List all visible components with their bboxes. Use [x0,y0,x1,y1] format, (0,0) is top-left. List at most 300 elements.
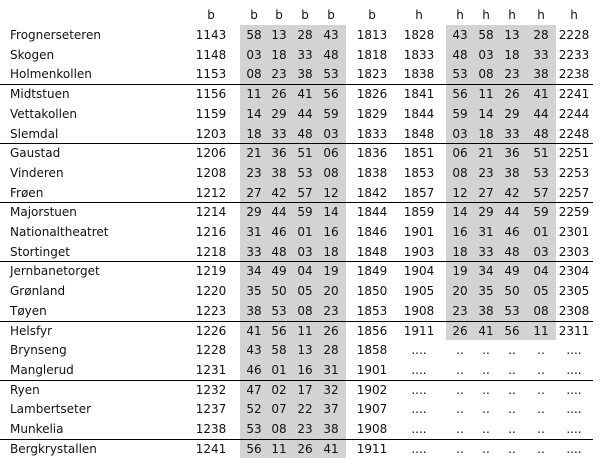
departure-time: 43 [323,28,339,42]
departure-time: 48 [533,126,549,141]
departure-time: .. [456,362,464,377]
departure-time: 28 [323,343,339,358]
departure-time: 38 [478,303,494,318]
departure-time: 1818 [356,47,388,62]
departure-time: .. [537,362,545,377]
departure-time: 16 [297,362,313,377]
departure-time: 2248 [558,126,590,141]
departure-time: 1206 [195,146,227,161]
departure-time: .... [566,382,582,397]
departure-time: 23 [452,303,468,318]
departure-time: 41 [246,323,262,338]
departure-time: 56 [246,441,262,456]
departure-time: 1813 [356,28,388,42]
departure-time: 34 [478,264,494,279]
departure-time: 1846 [356,225,388,239]
departure-time: 20 [452,284,468,299]
departure-time: 1844 [403,106,435,121]
departure-time: 33 [504,126,520,141]
departure-time: 59 [452,106,468,121]
station-name: Nationaltheatret [10,225,109,239]
departure-time: .. [456,441,464,456]
departure-time: 1218 [195,244,227,259]
departure-time: .. [537,441,545,456]
departure-time: 1208 [195,165,227,180]
departure-time: 56 [323,87,339,102]
departure-time: 42 [504,185,520,200]
departure-time: 1829 [356,106,388,121]
departure-time: 56 [504,323,520,338]
departure-time: 41 [533,87,549,102]
departure-time: 2251 [558,146,590,161]
departure-time: 44 [271,205,287,220]
departure-time: 2257 [558,185,590,200]
station-name: Gaustad [10,146,61,161]
departure-time: 51 [297,146,313,161]
departure-time: 1907 [356,402,388,417]
departure-time: 1844 [356,205,388,220]
departure-time: 1856 [356,323,388,338]
departure-time: .. [508,362,516,377]
station-name: Tøyen [10,303,47,318]
departure-time: 2308 [558,303,590,318]
row-divider [0,439,593,440]
departure-time: 1842 [356,185,388,200]
departure-time: .. [508,402,516,417]
departure-time: 33 [271,126,287,141]
departure-time: 1833 [403,47,435,62]
station-name: Midtstuen [10,87,70,102]
station-name: Manglerud [10,362,74,377]
departure-time: 13 [504,28,520,42]
departure-time: 53 [246,422,262,436]
departure-time: 27 [246,185,262,200]
departure-time: 16 [323,225,339,239]
departure-time: 08 [246,67,262,82]
departure-time: 33 [246,244,262,259]
departure-time: 1212 [195,185,227,200]
departure-time: 21 [246,146,262,161]
departure-time: 58 [478,28,494,42]
column-header: b [250,8,258,22]
departure-time: 53 [297,165,313,180]
departure-time: 16 [452,225,468,239]
departure-time: 1911 [403,323,435,338]
departure-time: 1159 [195,106,227,121]
departure-time: 31 [478,225,494,239]
departure-time: 2253 [558,165,590,180]
departure-time: 03 [478,47,494,62]
departure-time: 2228 [558,28,590,42]
departure-time: 1901 [403,225,435,239]
departure-time: 1905 [403,284,435,299]
row-divider [0,321,593,322]
departure-time: 1228 [195,343,227,358]
departure-time: 59 [297,205,313,220]
departure-time: 57 [297,185,313,200]
departure-time: 19 [452,264,468,279]
departure-time: 41 [297,87,313,102]
departure-time: 05 [297,284,313,299]
departure-time: 58 [271,343,287,358]
row-divider [0,380,593,381]
departure-time: 08 [271,422,287,436]
station-name: Lambertseter [10,402,92,417]
departure-time: 44 [504,205,520,220]
departure-time: 04 [533,264,549,279]
departure-time: 53 [323,67,339,82]
departure-time: 1238 [195,422,227,436]
departure-time: 28 [533,28,549,42]
departure-time: 18 [323,244,339,259]
departure-time: .... [411,382,427,397]
departure-time: 2241 [558,87,590,102]
station-name: Frognerseteren [10,28,101,42]
column-header: h [482,8,490,22]
departure-time: 03 [533,244,549,259]
departure-time: 11 [246,87,262,102]
departure-time: 26 [504,87,520,102]
departure-time: 2244 [558,106,590,121]
departure-time: 1231 [195,362,227,377]
departure-time: 2238 [558,67,590,82]
departure-time: 28 [297,28,313,42]
departure-time: 18 [504,47,520,62]
departure-time: 13 [297,343,313,358]
departure-time: 56 [271,323,287,338]
departure-time: 50 [271,284,287,299]
departure-time: 1148 [195,47,227,62]
departure-time: 49 [271,264,287,279]
departure-time: 2303 [558,244,590,259]
station-name: Frøen [10,185,44,200]
departure-time: 26 [323,323,339,338]
departure-time: 11 [533,323,549,338]
departure-time: 29 [478,205,494,220]
station-name: Slemdal [10,126,59,141]
station-name: Vettakollen [10,106,77,121]
departure-time: 48 [271,244,287,259]
departure-time: 48 [323,47,339,62]
row-divider [0,261,593,262]
departure-time: .. [508,422,516,436]
departure-time: 23 [271,67,287,82]
departure-time: 02 [271,382,287,397]
departure-time: 23 [504,67,520,82]
departure-time: 50 [504,284,520,299]
departure-time: .. [537,382,545,397]
departure-time: 37 [323,402,339,417]
departure-time: 1848 [356,244,388,259]
departure-time: 31 [323,362,339,377]
departure-time: 38 [246,303,262,318]
departure-time: 53 [504,303,520,318]
station-name: Stortinget [10,244,70,259]
departure-time: 18 [271,47,287,62]
departure-time: .. [456,343,464,358]
departure-time: 1908 [403,303,435,318]
departure-time: 29 [246,205,262,220]
departure-time: 59 [533,205,549,220]
departure-time: 1833 [356,126,388,141]
departure-time: 43 [452,28,468,42]
departure-time: .. [456,382,464,397]
departure-time: 38 [533,67,549,82]
departure-time: 1143 [195,28,227,42]
row-divider [0,143,593,144]
departure-time: 1853 [403,165,435,180]
departure-time: 41 [478,323,494,338]
departure-time: 18 [452,244,468,259]
departure-time: 34 [246,264,262,279]
departure-time: 48 [452,47,468,62]
departure-time: 2305 [558,284,590,299]
departure-time: 29 [271,106,287,121]
station-name: Brynseng [10,343,67,358]
departure-time: 13 [271,28,287,42]
departure-time: 33 [297,47,313,62]
departure-time: 1214 [195,205,227,220]
departure-time: 1156 [195,87,227,102]
departure-time: 1823 [356,67,388,82]
station-name: Bergkrystallen [10,441,97,456]
departure-time: 1828 [403,28,435,42]
station-name: Munkelia [10,422,64,436]
departure-time: 11 [297,323,313,338]
departure-time: 22 [297,402,313,417]
station-name: Skogen [10,47,55,62]
column-header: b [275,8,283,22]
station-name: Vinderen [10,165,64,180]
departure-time: 44 [533,106,549,121]
departure-time: 18 [478,126,494,141]
departure-time: 48 [297,126,313,141]
departure-time: .. [456,422,464,436]
column-header: h [456,8,464,22]
departure-time: .. [508,343,516,358]
departure-time: 52 [246,402,262,417]
departure-time: 53 [271,303,287,318]
row-divider [0,202,593,203]
departure-time: 1901 [356,362,388,377]
departure-time: 36 [504,146,520,161]
departure-time: 33 [478,244,494,259]
departure-time: 01 [533,225,549,239]
departure-time: 1911 [356,441,388,456]
departure-time: .. [482,402,490,417]
departure-time: 51 [533,146,549,161]
departure-time: 1859 [403,205,435,220]
departure-time: 1848 [403,126,435,141]
departure-time: 48 [504,244,520,259]
departure-time: 03 [323,126,339,141]
departure-time: 08 [533,303,549,318]
departure-time: 18 [246,126,262,141]
departure-time: 35 [246,284,262,299]
departure-time: 23 [323,303,339,318]
departure-time: 05 [533,284,549,299]
departure-time: 47 [246,382,262,397]
departure-time: 2304 [558,264,590,279]
departure-time: .. [482,382,490,397]
departure-time: 23 [297,422,313,436]
departure-time: .... [411,422,427,436]
departure-time: 43 [246,343,262,358]
departure-time: 1841 [403,87,435,102]
departure-time: 32 [323,382,339,397]
departure-time: .. [508,441,516,456]
column-header: b [327,8,335,22]
departure-time: 14 [452,205,468,220]
departure-time: 1216 [195,225,227,239]
departure-time: .... [411,362,427,377]
departure-time: .... [411,441,427,456]
departure-time: 14 [246,106,262,121]
departure-time: 27 [478,185,494,200]
departure-time: 17 [297,382,313,397]
departure-time: 2233 [558,47,590,62]
departure-time: 38 [323,422,339,436]
departure-time: 1226 [195,323,227,338]
departure-time: 23 [246,165,262,180]
departure-time: .... [566,343,582,358]
departure-time: 38 [297,67,313,82]
departure-time: 58 [246,28,262,42]
departure-time: 35 [478,284,494,299]
departure-time: .... [411,343,427,358]
departure-time: 23 [478,165,494,180]
departure-time: 1826 [356,87,388,102]
departure-time: 1851 [403,146,435,161]
departure-time: 26 [271,87,287,102]
departure-time: 1903 [403,244,435,259]
departure-time: 1908 [356,422,388,436]
departure-time: 12 [452,185,468,200]
departure-time: 04 [297,264,313,279]
column-header: b [207,8,215,22]
departure-time: 2301 [558,225,590,239]
departure-time: 1857 [403,185,435,200]
departure-time: 20 [323,284,339,299]
departure-time: .... [411,402,427,417]
departure-time: 33 [533,47,549,62]
departure-time: 36 [271,146,287,161]
departure-time: 11 [478,87,494,102]
column-header: b [301,8,309,22]
departure-time: .... [566,362,582,377]
departure-time: 46 [504,225,520,239]
departure-time: 08 [452,165,468,180]
column-header: h [537,8,545,22]
departure-time: 03 [452,126,468,141]
departure-time: 08 [297,303,313,318]
departure-time: .... [566,422,582,436]
departure-time: 1241 [195,441,227,456]
station-name: Holmenkollen [10,67,92,82]
departure-time: 26 [297,441,313,456]
departure-time: 03 [246,47,262,62]
departure-time: 1853 [356,303,388,318]
departure-time: 1904 [403,264,435,279]
departure-time: 19 [323,264,339,279]
departure-time: .. [537,343,545,358]
departure-time: .... [566,402,582,417]
departure-time: .. [482,343,490,358]
departure-time: 26 [452,323,468,338]
departure-time: 1232 [195,382,227,397]
departure-time: 56 [452,87,468,102]
departure-time: .. [537,422,545,436]
departure-time: 1223 [195,303,227,318]
station-name: Jernbanetorget [10,264,100,279]
departure-time: 53 [452,67,468,82]
column-header: b [368,8,376,22]
column-header: h [508,8,516,22]
departure-time: 46 [271,225,287,239]
departure-time: .... [566,441,582,456]
column-header: h [415,8,423,22]
departure-time: 1838 [403,67,435,82]
departure-time: 14 [323,205,339,220]
departure-time: .. [456,402,464,417]
departure-time: .. [482,441,490,456]
departure-time: 01 [271,362,287,377]
departure-time: 57 [533,185,549,200]
departure-time: 08 [323,165,339,180]
station-name: Majorstuen [10,205,77,220]
departure-time: 1850 [356,284,388,299]
departure-time: 38 [271,165,287,180]
departure-time: 1902 [356,382,388,397]
station-name: Helsfyr [10,323,53,338]
departure-time: 42 [271,185,287,200]
departure-time: 41 [323,441,339,456]
departure-time: 07 [271,402,287,417]
departure-time: 38 [504,165,520,180]
departure-time: 29 [504,106,520,121]
station-name: Grønland [10,284,66,299]
departure-time: 01 [297,225,313,239]
departure-time: 2311 [558,323,590,338]
departure-time: 1237 [195,402,227,417]
station-name: Ryen [10,382,40,397]
departure-time: 31 [246,225,262,239]
departure-time: 1849 [356,264,388,279]
departure-time: 1836 [356,146,388,161]
column-header: h [570,8,578,22]
departure-time: 08 [478,67,494,82]
departure-time: 1858 [356,343,388,358]
departure-time: 11 [271,441,287,456]
departure-time: 59 [323,106,339,121]
departure-time: 44 [297,106,313,121]
departure-time: 1219 [195,264,227,279]
departure-time: 06 [323,146,339,161]
departure-time: 53 [533,165,549,180]
departure-time: 21 [478,146,494,161]
departure-time: 1153 [195,67,227,82]
departure-time: .. [482,362,490,377]
departure-time: 06 [452,146,468,161]
departure-time: 1838 [356,165,388,180]
row-divider [0,84,593,85]
departure-time: 2259 [558,205,590,220]
departure-time: .. [537,402,545,417]
departure-time: 14 [478,106,494,121]
departure-time: 12 [323,185,339,200]
departure-time: 46 [246,362,262,377]
departure-time: .. [508,382,516,397]
